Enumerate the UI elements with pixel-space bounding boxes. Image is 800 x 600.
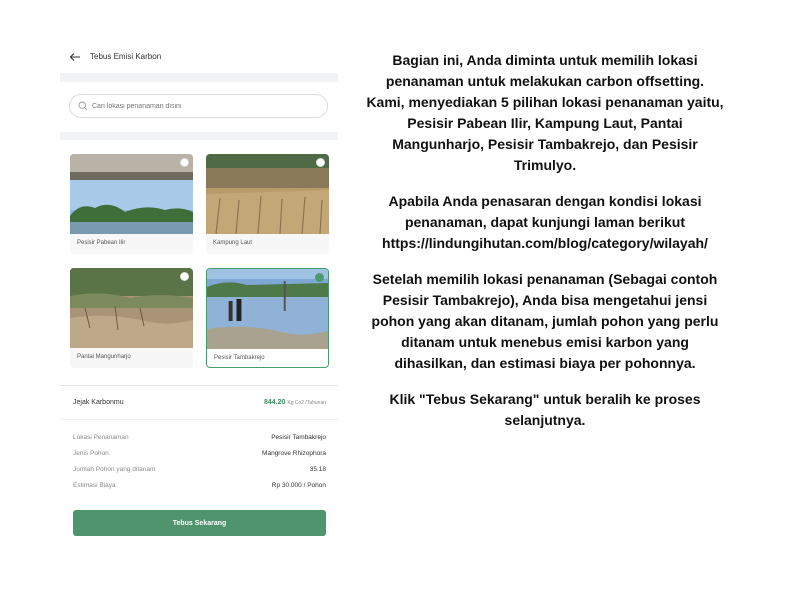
instruction-paragraph: Setelah memilih lokasi penanaman (Sebagai contoh Pesisir Tambakrejo), Anda bisa mengetahui jensi pohon yang akan ditanam, jumlah pohon yang perlu ditanam untuk menebus emisi karbon yang dihasilkan, dan estimasi biaya per pohonnya. bbox=[371, 271, 719, 371]
location-name: Pesisir Pabean Ilir bbox=[77, 240, 126, 246]
location-name: Pantai Mangunharjo bbox=[77, 354, 131, 360]
detail-row-tree-type bbox=[73, 450, 326, 457]
location-radio[interactable] bbox=[180, 272, 189, 281]
search-input[interactable] bbox=[92, 103, 312, 110]
location-card-pesisir-pabean-ilir[interactable] bbox=[70, 154, 193, 254]
instruction-text bbox=[365, 50, 725, 446]
search-section bbox=[60, 82, 338, 132]
carbon-footprint-label: Jejak Karbonmu bbox=[73, 399, 124, 406]
tebus-sekarang-button[interactable]: Tebus Sekarang bbox=[73, 510, 326, 536]
location-name: Kampung Laut bbox=[213, 240, 253, 246]
location-card-pesisir-tambakrejo[interactable] bbox=[206, 268, 329, 368]
search-bar[interactable] bbox=[69, 94, 328, 118]
arrow-left-icon[interactable] bbox=[69, 51, 81, 63]
carbon-footprint-value bbox=[264, 399, 326, 406]
instruction-paragraph: Klik "Tebus Sekarang" untuk beralih ke proses selanjutnya. bbox=[389, 391, 701, 428]
carbon-footprint-row bbox=[60, 386, 338, 420]
detail-row-location bbox=[73, 434, 326, 441]
location-radio[interactable] bbox=[180, 158, 189, 167]
location-card-kampung-laut[interactable] bbox=[206, 154, 329, 254]
detail-key: Jenis Pohon bbox=[73, 450, 109, 457]
detail-key: Estimasi Biaya bbox=[73, 482, 116, 489]
page-title: Tebus Emisi Karbon bbox=[90, 52, 162, 61]
detail-value: Mangrove Rhizophora bbox=[262, 450, 326, 457]
app-bar bbox=[60, 40, 338, 73]
location-name: Pesisir Tambakrejo bbox=[214, 355, 265, 361]
location-photo bbox=[70, 268, 193, 348]
detail-key: Lokasi Penanaman bbox=[73, 434, 129, 441]
detail-row-tree-count bbox=[73, 466, 326, 473]
instruction-paragraph: Apabila Anda penasaran dengan kondisi lokasi penanaman, dapat kunjungi laman berikut https://lindungihutan.com/blog/category/wilayah/ bbox=[382, 193, 708, 251]
carbon-value: 844.20 bbox=[263, 399, 286, 406]
location-radio-selected[interactable] bbox=[315, 273, 324, 282]
summary-panel bbox=[60, 385, 338, 547]
location-card-pantai-mangunharjo[interactable] bbox=[70, 268, 193, 368]
detail-row-cost bbox=[73, 482, 326, 489]
location-photo bbox=[207, 269, 328, 349]
mobile-app-screen bbox=[60, 40, 338, 547]
search-icon bbox=[78, 101, 88, 111]
detail-key: Jumlah Pohon yang ditanam bbox=[73, 466, 156, 473]
detail-value: Rp 30.000 / Pohon bbox=[271, 482, 326, 489]
instruction-paragraph: Bagian ini, Anda diminta untuk memilih lokasi penanaman untuk melakukan carbon offsetting. Kami, menyediakan 5 pilihan lokasi penanaman yaitu, Pesisir Pabean Ilir, Kampung Laut, Pantai Mangunharjo, Pesisir Tambakrejo, dan Pesisir Trimulyo. bbox=[366, 52, 724, 173]
detail-value: Pesisir Tambakrejo bbox=[271, 434, 326, 441]
location-photo bbox=[70, 154, 193, 234]
detail-value: 35.18 bbox=[309, 466, 326, 473]
location-photo bbox=[206, 154, 329, 234]
location-radio[interactable] bbox=[316, 158, 325, 167]
carbon-unit: Kg Co2 /Tahunan bbox=[287, 400, 326, 406]
